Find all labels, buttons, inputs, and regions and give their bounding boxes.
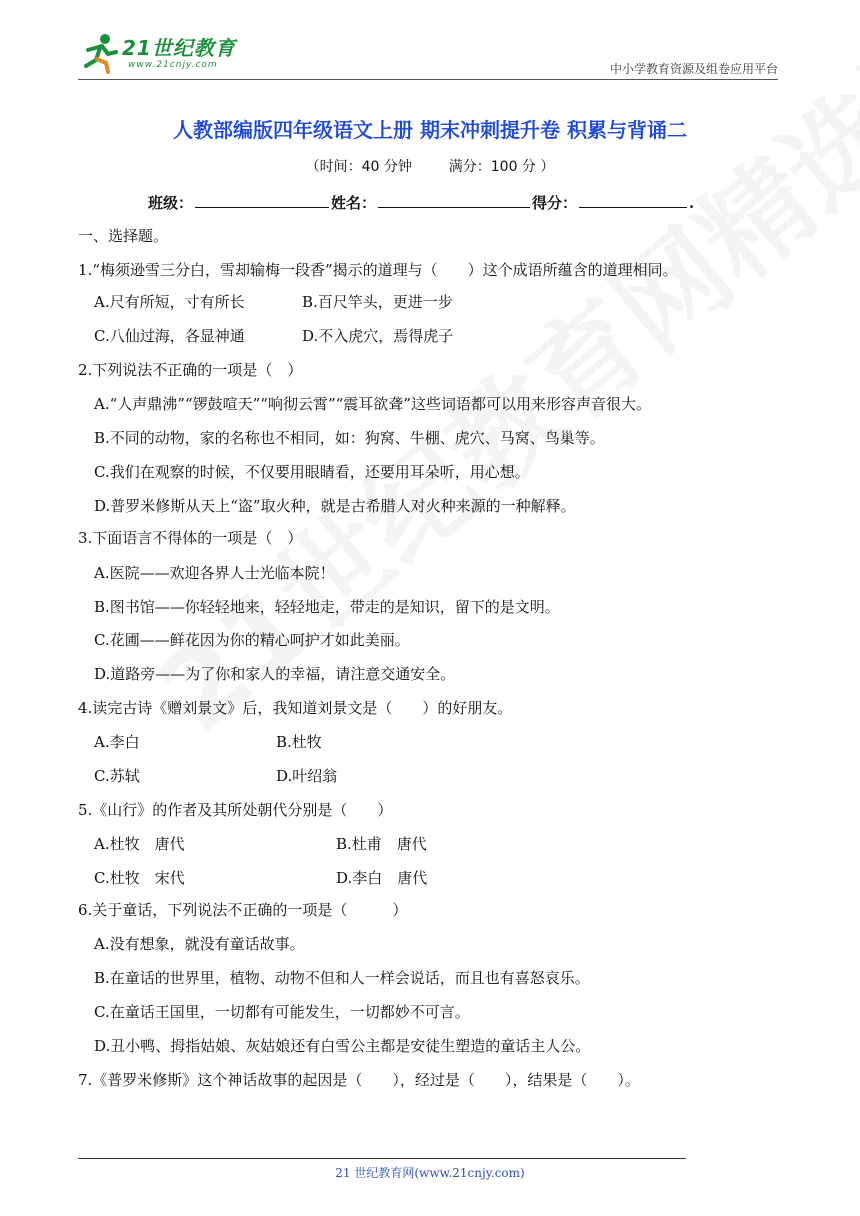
section-heading: 一、选择题。 [78,227,169,245]
student-info [148,192,694,213]
question-1-option-a[interactable]: A.尺有所短，寸有所长 [94,293,245,311]
footer-link[interactable]: 21 世纪教育网(www.21cnjy.com) [335,1166,525,1180]
question-6-option-b[interactable]: B.在童话的世界里，植物、动物不但和人一样会说话，而且也有喜怒哀乐。 [94,969,590,987]
logo-text: 21世纪教育 [122,36,236,60]
question-2-stem: 2.下列说法不正确的一项是（ ） [78,361,303,379]
question-2-option-c[interactable]: C.我们在观察的时候，不仅要用眼睛看，还要用耳朵听，用心想。 [94,463,530,481]
question-2-option-a[interactable]: A.“人声鼎沸”“锣鼓喧天”“响彻云霄”“震耳欲聋”这些词语都可以用来形容声音很大。 [94,395,651,413]
question-5-option-b[interactable]: B.杜甫 唐代 [336,835,427,853]
question-6-option-d[interactable]: D.丑小鸭、拇指姑娘、灰姑娘还有白雪公主都是安徒生塑造的童话主人公。 [94,1037,591,1055]
question-7-stem: 7.《普罗米修斯》这个神话故事的起因是（ ），经过是（ ），结果是（ ）。 [78,1071,640,1089]
question-2-option-d[interactable]: D.普罗米修斯从天上“盗”取火种，就是古希腊人对火种来源的一种解释。 [94,497,576,515]
class-blank[interactable] [195,193,329,208]
score-label: 得分： [532,194,578,212]
question-1-option-d[interactable]: D.不入虎穴，焉得虎子 [302,327,454,345]
question-1-option-b[interactable]: B.百尺竿头，更进一步 [302,293,453,311]
time-limit: （时间：40 分钟 [305,159,412,175]
question-6-stem: 6.关于童话，下列说法不正确的一项是（ ） [78,901,408,919]
score-blank[interactable] [579,193,687,208]
site-logo[interactable] [78,30,248,76]
full-score: 满分：100 分 ） [448,159,555,175]
question-3-option-a[interactable]: A.医院——欢迎各界人士光临本院！ [94,564,335,582]
question-3-option-d[interactable]: D.道路旁——为了你和家人的幸福，请注意交通安全。 [94,665,456,683]
question-3-stem: 3.下面语言不得体的一项是（ ） [78,529,303,547]
question-2-option-b[interactable]: B.不同的动物，家的名称也不相同，如：狗窝、牛棚、虎穴、马窝、鸟巢等。 [94,429,605,447]
runner-icon [78,32,120,74]
name-label: 姓名： [331,194,377,212]
question-4-option-c[interactable]: C.苏轼 [94,767,140,785]
exam-meta [0,156,860,176]
question-3-option-c[interactable]: C.花圃——鲜花因为你的精心呵护才如此美丽。 [94,631,410,649]
header-divider [78,79,778,80]
question-5-option-c[interactable]: C.杜牧 宋代 [94,869,185,887]
question-4-option-b[interactable]: B.杜牧 [276,733,322,751]
page-title: 人教部编版四年级语文上册 期末冲刺提升卷 积累与背诵二 [173,118,687,142]
question-6-option-c[interactable]: C.在童话王国里，一切都有可能发生，一切都妙不可言。 [94,1003,470,1021]
class-label: 班级： [148,194,194,212]
question-1-option-c[interactable]: C.八仙过海，各显神通 [94,327,245,345]
footer-divider [78,1158,686,1159]
platform-name: 中小学教育资源及组卷应用平台 [609,62,778,76]
question-5-option-a[interactable]: A.杜牧 唐代 [94,835,185,853]
question-4-stem: 4.读完古诗《赠刘景文》后，我知道刘景文是（ ）的好朋友。 [78,699,513,717]
question-3-option-b[interactable]: B.图书馆——你轻轻地来，轻轻地走，带走的是知识，留下的是文明。 [94,598,560,616]
question-4-option-a[interactable]: A.李白 [94,733,140,751]
name-blank[interactable] [378,193,530,208]
question-5-option-d[interactable]: D.李白 唐代 [336,869,428,887]
question-4-option-d[interactable]: D.叶绍翁 [276,767,338,785]
page-header [78,30,778,82]
logo-url: www.21cnjy.com [128,60,218,70]
question-1-stem: 1.“梅须逊雪三分白，雪却输梅一段香”揭示的道理与（ ）这个成语所蕴含的道理相同。 [78,261,678,279]
question-5-stem: 5.《山行》的作者及其所处朝代分别是（ ） [78,801,393,819]
info-end: . [689,194,695,212]
question-6-option-a[interactable]: A.没有想象，就没有童话故事。 [94,935,305,953]
